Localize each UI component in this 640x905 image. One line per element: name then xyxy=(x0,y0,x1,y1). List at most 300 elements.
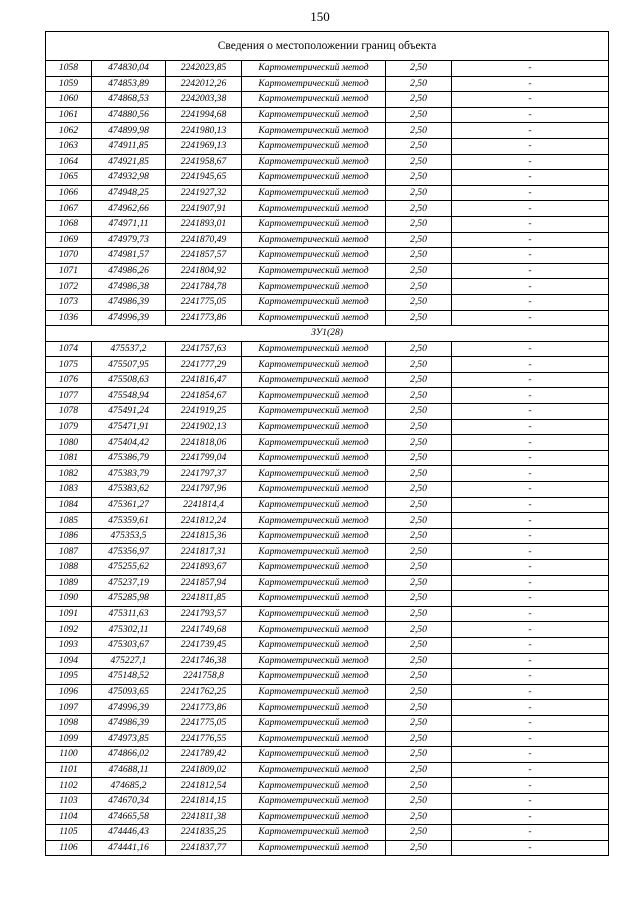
point-number-cell: 1087 xyxy=(46,544,92,560)
accuracy-cell: 2,50 xyxy=(386,653,452,669)
y-coordinate-cell: 2241775,05 xyxy=(166,715,242,731)
method-cell: Картометрический метод xyxy=(242,560,386,576)
table-row xyxy=(46,372,609,388)
section-label: ЗУ1(28) xyxy=(46,326,609,342)
description-cell: - xyxy=(452,263,609,279)
table-row xyxy=(46,575,609,591)
x-coordinate-cell: 475361,27 xyxy=(92,497,166,513)
accuracy-cell: 2,50 xyxy=(386,606,452,622)
accuracy-cell: 2,50 xyxy=(386,185,452,201)
accuracy-cell: 2,50 xyxy=(386,466,452,482)
point-number-cell: 1074 xyxy=(46,341,92,357)
method-cell: Картометрический метод xyxy=(242,279,386,295)
method-cell: Картометрический метод xyxy=(242,591,386,607)
x-coordinate-cell: 474830,04 xyxy=(92,61,166,77)
point-number-cell: 1073 xyxy=(46,294,92,310)
method-cell: Картометрический метод xyxy=(242,201,386,217)
point-number-cell: 1076 xyxy=(46,372,92,388)
y-coordinate-cell: 2241809,02 xyxy=(166,762,242,778)
point-number-cell: 1079 xyxy=(46,419,92,435)
table-row xyxy=(46,388,609,404)
method-cell: Картометрический метод xyxy=(242,684,386,700)
point-number-cell: 1072 xyxy=(46,279,92,295)
method-cell: Картометрический метод xyxy=(242,294,386,310)
y-coordinate-cell: 2241854,67 xyxy=(166,388,242,404)
point-number-cell: 1097 xyxy=(46,700,92,716)
table-row xyxy=(46,185,609,201)
accuracy-cell: 2,50 xyxy=(386,669,452,685)
table-row xyxy=(46,107,609,123)
method-cell: Картометрический метод xyxy=(242,372,386,388)
description-cell: - xyxy=(452,762,609,778)
method-cell: Картометрический метод xyxy=(242,466,386,482)
y-coordinate-cell: 2241757,63 xyxy=(166,341,242,357)
table-row xyxy=(46,560,609,576)
point-number-cell: 1066 xyxy=(46,185,92,201)
description-cell: - xyxy=(452,216,609,232)
x-coordinate-cell: 475386,79 xyxy=(92,450,166,466)
point-number-cell: 1106 xyxy=(46,840,92,856)
accuracy-cell: 2,50 xyxy=(386,294,452,310)
description-cell: - xyxy=(452,357,609,373)
x-coordinate-cell: 474973,85 xyxy=(92,731,166,747)
point-number-cell: 1091 xyxy=(46,606,92,622)
x-coordinate-cell: 475404,42 xyxy=(92,435,166,451)
description-cell: - xyxy=(452,154,609,170)
accuracy-cell: 2,50 xyxy=(386,528,452,544)
description-cell: - xyxy=(452,747,609,763)
method-cell: Картометрический метод xyxy=(242,388,386,404)
x-coordinate-cell: 475383,79 xyxy=(92,466,166,482)
description-cell: - xyxy=(452,201,609,217)
x-coordinate-cell: 474441,16 xyxy=(92,840,166,856)
table-row xyxy=(46,482,609,498)
y-coordinate-cell: 2241812,54 xyxy=(166,778,242,794)
y-coordinate-cell: 2241817,31 xyxy=(166,544,242,560)
x-coordinate-cell: 474986,39 xyxy=(92,715,166,731)
accuracy-cell: 2,50 xyxy=(386,341,452,357)
table-row xyxy=(46,466,609,482)
method-cell: Картометрический метод xyxy=(242,793,386,809)
accuracy-cell: 2,50 xyxy=(386,840,452,856)
point-number-cell: 1075 xyxy=(46,357,92,373)
description-cell: - xyxy=(452,185,609,201)
x-coordinate-cell: 474996,39 xyxy=(92,310,166,326)
table-row xyxy=(46,201,609,217)
x-coordinate-cell: 475353,5 xyxy=(92,528,166,544)
x-coordinate-cell: 474880,56 xyxy=(92,107,166,123)
accuracy-cell: 2,50 xyxy=(386,497,452,513)
table-row xyxy=(46,591,609,607)
accuracy-cell: 2,50 xyxy=(386,684,452,700)
x-coordinate-cell: 474948,25 xyxy=(92,185,166,201)
table-row xyxy=(46,435,609,451)
y-coordinate-cell: 2241776,55 xyxy=(166,731,242,747)
method-cell: Картометрический метод xyxy=(242,357,386,373)
accuracy-cell: 2,50 xyxy=(386,450,452,466)
point-number-cell: 1104 xyxy=(46,809,92,825)
point-number-cell: 1070 xyxy=(46,248,92,264)
y-coordinate-cell: 2241907,91 xyxy=(166,201,242,217)
description-cell: - xyxy=(452,544,609,560)
y-coordinate-cell: 2241902,13 xyxy=(166,419,242,435)
description-cell: - xyxy=(452,248,609,264)
method-cell: Картометрический метод xyxy=(242,778,386,794)
point-number-cell: 1098 xyxy=(46,715,92,731)
point-number-cell: 1100 xyxy=(46,747,92,763)
method-cell: Картометрический метод xyxy=(242,731,386,747)
accuracy-cell: 2,50 xyxy=(386,419,452,435)
accuracy-cell: 2,50 xyxy=(386,279,452,295)
method-cell: Картометрический метод xyxy=(242,76,386,92)
y-coordinate-cell: 2241958,67 xyxy=(166,154,242,170)
point-number-cell: 1060 xyxy=(46,92,92,108)
point-number-cell: 1089 xyxy=(46,575,92,591)
description-cell: - xyxy=(452,61,609,77)
method-cell: Картометрический метод xyxy=(242,715,386,731)
method-cell: Картометрический метод xyxy=(242,513,386,529)
x-coordinate-cell: 474868,53 xyxy=(92,92,166,108)
method-cell: Картометрический метод xyxy=(242,435,386,451)
x-coordinate-cell: 475548,94 xyxy=(92,388,166,404)
point-number-cell: 1095 xyxy=(46,669,92,685)
section-row xyxy=(46,326,609,342)
description-cell: - xyxy=(452,419,609,435)
point-number-cell: 1096 xyxy=(46,684,92,700)
table-row xyxy=(46,669,609,685)
description-cell: - xyxy=(452,575,609,591)
table-row xyxy=(46,637,609,653)
x-coordinate-cell: 475237,19 xyxy=(92,575,166,591)
accuracy-cell: 2,50 xyxy=(386,591,452,607)
description-cell: - xyxy=(452,170,609,186)
point-number-cell: 1101 xyxy=(46,762,92,778)
table-row xyxy=(46,762,609,778)
table-row xyxy=(46,622,609,638)
description-cell: - xyxy=(452,684,609,700)
description-cell: - xyxy=(452,497,609,513)
point-number-cell: 1088 xyxy=(46,560,92,576)
point-number-cell: 1102 xyxy=(46,778,92,794)
accuracy-cell: 2,50 xyxy=(386,793,452,809)
accuracy-cell: 2,50 xyxy=(386,372,452,388)
y-coordinate-cell: 2241739,45 xyxy=(166,637,242,653)
y-coordinate-cell: 2241919,25 xyxy=(166,404,242,420)
accuracy-cell: 2,50 xyxy=(386,76,452,92)
table-row xyxy=(46,263,609,279)
table-row xyxy=(46,294,609,310)
method-cell: Картометрический метод xyxy=(242,497,386,513)
point-number-cell: 1067 xyxy=(46,201,92,217)
table-row xyxy=(46,513,609,529)
point-number-cell: 1082 xyxy=(46,466,92,482)
description-cell: - xyxy=(452,793,609,809)
accuracy-cell: 2,50 xyxy=(386,560,452,576)
accuracy-cell: 2,50 xyxy=(386,731,452,747)
table-row xyxy=(46,747,609,763)
table-row xyxy=(46,404,609,420)
accuracy-cell: 2,50 xyxy=(386,715,452,731)
y-coordinate-cell: 2241784,78 xyxy=(166,279,242,295)
table-row xyxy=(46,528,609,544)
description-cell: - xyxy=(452,606,609,622)
description-cell: - xyxy=(452,372,609,388)
accuracy-cell: 2,50 xyxy=(386,154,452,170)
accuracy-cell: 2,50 xyxy=(386,107,452,123)
table-row xyxy=(46,731,609,747)
point-number-cell: 1059 xyxy=(46,76,92,92)
table-row xyxy=(46,61,609,77)
y-coordinate-cell: 2241749,68 xyxy=(166,622,242,638)
x-coordinate-cell: 474981,57 xyxy=(92,248,166,264)
y-coordinate-cell: 2241799,04 xyxy=(166,450,242,466)
y-coordinate-cell: 2241980,13 xyxy=(166,123,242,139)
description-cell: - xyxy=(452,731,609,747)
accuracy-cell: 2,50 xyxy=(386,92,452,108)
table-row xyxy=(46,497,609,513)
accuracy-cell: 2,50 xyxy=(386,216,452,232)
table-row xyxy=(46,450,609,466)
point-number-cell: 1093 xyxy=(46,637,92,653)
point-number-cell: 1078 xyxy=(46,404,92,420)
point-number-cell: 1068 xyxy=(46,216,92,232)
point-number-cell: 1086 xyxy=(46,528,92,544)
description-cell: - xyxy=(452,840,609,856)
x-coordinate-cell: 474921,85 xyxy=(92,154,166,170)
description-cell: - xyxy=(452,809,609,825)
point-number-cell: 1077 xyxy=(46,388,92,404)
method-cell: Картометрический метод xyxy=(242,61,386,77)
accuracy-cell: 2,50 xyxy=(386,762,452,778)
table-row xyxy=(46,123,609,139)
y-coordinate-cell: 2241815,36 xyxy=(166,528,242,544)
table-row xyxy=(46,341,609,357)
method-cell: Картометрический метод xyxy=(242,263,386,279)
method-cell: Картометрический метод xyxy=(242,248,386,264)
description-cell: - xyxy=(452,123,609,139)
table-row xyxy=(46,793,609,809)
y-coordinate-cell: 2241837,77 xyxy=(166,840,242,856)
x-coordinate-cell: 474446,43 xyxy=(92,825,166,841)
description-cell: - xyxy=(452,715,609,731)
description-cell: - xyxy=(452,341,609,357)
point-number-cell: 1094 xyxy=(46,653,92,669)
y-coordinate-cell: 2241775,05 xyxy=(166,294,242,310)
description-cell: - xyxy=(452,560,609,576)
accuracy-cell: 2,50 xyxy=(386,482,452,498)
point-number-cell: 1103 xyxy=(46,793,92,809)
y-coordinate-cell: 2241870,49 xyxy=(166,232,242,248)
x-coordinate-cell: 474986,26 xyxy=(92,263,166,279)
table-row xyxy=(46,154,609,170)
x-coordinate-cell: 474866,02 xyxy=(92,747,166,763)
y-coordinate-cell: 2241893,01 xyxy=(166,216,242,232)
table-row xyxy=(46,232,609,248)
y-coordinate-cell: 2241969,13 xyxy=(166,138,242,154)
method-cell: Картометрический метод xyxy=(242,840,386,856)
x-coordinate-cell: 474670,34 xyxy=(92,793,166,809)
method-cell: Картометрический метод xyxy=(242,575,386,591)
x-coordinate-cell: 475285,98 xyxy=(92,591,166,607)
point-number-cell: 1061 xyxy=(46,107,92,123)
x-coordinate-cell: 475311,63 xyxy=(92,606,166,622)
accuracy-cell: 2,50 xyxy=(386,513,452,529)
description-cell: - xyxy=(452,482,609,498)
accuracy-cell: 2,50 xyxy=(386,170,452,186)
description-cell: - xyxy=(452,700,609,716)
x-coordinate-cell: 475471,91 xyxy=(92,419,166,435)
table-row xyxy=(46,825,609,841)
accuracy-cell: 2,50 xyxy=(386,388,452,404)
table-row xyxy=(46,809,609,825)
point-number-cell: 1063 xyxy=(46,138,92,154)
y-coordinate-cell: 2241762,25 xyxy=(166,684,242,700)
point-number-cell: 1084 xyxy=(46,497,92,513)
x-coordinate-cell: 475383,62 xyxy=(92,482,166,498)
accuracy-cell: 2,50 xyxy=(386,404,452,420)
accuracy-cell: 2,50 xyxy=(386,747,452,763)
point-number-cell: 1092 xyxy=(46,622,92,638)
description-cell: - xyxy=(452,92,609,108)
y-coordinate-cell: 2241945,65 xyxy=(166,170,242,186)
accuracy-cell: 2,50 xyxy=(386,622,452,638)
point-number-cell: 1062 xyxy=(46,123,92,139)
method-cell: Картометрический метод xyxy=(242,107,386,123)
table-row xyxy=(46,419,609,435)
point-number-cell: 1083 xyxy=(46,482,92,498)
accuracy-cell: 2,50 xyxy=(386,61,452,77)
table-title: Сведения о местоположении границ объекта xyxy=(46,32,609,61)
table-row xyxy=(46,840,609,856)
method-cell: Картометрический метод xyxy=(242,450,386,466)
x-coordinate-cell: 474685,2 xyxy=(92,778,166,794)
method-cell: Картометрический метод xyxy=(242,216,386,232)
y-coordinate-cell: 2242012,26 xyxy=(166,76,242,92)
method-cell: Картометрический метод xyxy=(242,637,386,653)
x-coordinate-cell: 474688,11 xyxy=(92,762,166,778)
table-row xyxy=(46,715,609,731)
method-cell: Картометрический метод xyxy=(242,669,386,685)
description-cell: - xyxy=(452,310,609,326)
method-cell: Картометрический метод xyxy=(242,419,386,435)
method-cell: Картометрический метод xyxy=(242,404,386,420)
method-cell: Картометрический метод xyxy=(242,170,386,186)
method-cell: Картометрический метод xyxy=(242,747,386,763)
description-cell: - xyxy=(452,232,609,248)
accuracy-cell: 2,50 xyxy=(386,575,452,591)
point-number-cell: 1085 xyxy=(46,513,92,529)
method-cell: Картометрический метод xyxy=(242,341,386,357)
y-coordinate-cell: 2241789,42 xyxy=(166,747,242,763)
y-coordinate-cell: 2241797,37 xyxy=(166,466,242,482)
method-cell: Картометрический метод xyxy=(242,700,386,716)
y-coordinate-cell: 2241927,32 xyxy=(166,185,242,201)
table-row xyxy=(46,684,609,700)
y-coordinate-cell: 2241814,15 xyxy=(166,793,242,809)
description-cell: - xyxy=(452,279,609,295)
method-cell: Картометрический метод xyxy=(242,606,386,622)
y-coordinate-cell: 2241811,85 xyxy=(166,591,242,607)
x-coordinate-cell: 474986,39 xyxy=(92,294,166,310)
accuracy-cell: 2,50 xyxy=(386,825,452,841)
table-row xyxy=(46,216,609,232)
y-coordinate-cell: 2241804,92 xyxy=(166,263,242,279)
description-cell: - xyxy=(452,591,609,607)
y-coordinate-cell: 2241835,25 xyxy=(166,825,242,841)
description-cell: - xyxy=(452,294,609,310)
table-row xyxy=(46,357,609,373)
y-coordinate-cell: 2241812,24 xyxy=(166,513,242,529)
accuracy-cell: 2,50 xyxy=(386,357,452,373)
y-coordinate-cell: 2242023,85 xyxy=(166,61,242,77)
table-row xyxy=(46,606,609,622)
table-row xyxy=(46,544,609,560)
x-coordinate-cell: 474853,89 xyxy=(92,76,166,92)
x-coordinate-cell: 475093,65 xyxy=(92,684,166,700)
point-number-cell: 1036 xyxy=(46,310,92,326)
y-coordinate-cell: 2241814,4 xyxy=(166,497,242,513)
page-number: 150 xyxy=(310,9,330,24)
y-coordinate-cell: 2241797,96 xyxy=(166,482,242,498)
y-coordinate-cell: 2241758,8 xyxy=(166,669,242,685)
y-coordinate-cell: 2241773,86 xyxy=(166,310,242,326)
y-coordinate-cell: 2241773,86 xyxy=(166,700,242,716)
method-cell: Картометрический метод xyxy=(242,185,386,201)
table-row xyxy=(46,170,609,186)
table-title-row xyxy=(46,32,609,61)
description-cell: - xyxy=(452,466,609,482)
method-cell: Картометрический метод xyxy=(242,123,386,139)
description-cell: - xyxy=(452,76,609,92)
description-cell: - xyxy=(452,825,609,841)
description-cell: - xyxy=(452,622,609,638)
table-row xyxy=(46,138,609,154)
x-coordinate-cell: 474899,98 xyxy=(92,123,166,139)
table-row xyxy=(46,76,609,92)
method-cell: Картометрический метод xyxy=(242,825,386,841)
x-coordinate-cell: 475303,67 xyxy=(92,637,166,653)
x-coordinate-cell: 475148,52 xyxy=(92,669,166,685)
y-coordinate-cell: 2241857,94 xyxy=(166,575,242,591)
x-coordinate-cell: 475227,1 xyxy=(92,653,166,669)
description-cell: - xyxy=(452,653,609,669)
method-cell: Картометрический метод xyxy=(242,622,386,638)
method-cell: Картометрический метод xyxy=(242,528,386,544)
accuracy-cell: 2,50 xyxy=(386,544,452,560)
method-cell: Картометрический метод xyxy=(242,762,386,778)
y-coordinate-cell: 2241893,67 xyxy=(166,560,242,576)
y-coordinate-cell: 2241857,57 xyxy=(166,248,242,264)
method-cell: Картометрический метод xyxy=(242,544,386,560)
table-row xyxy=(46,310,609,326)
accuracy-cell: 2,50 xyxy=(386,310,452,326)
y-coordinate-cell: 2241746,38 xyxy=(166,653,242,669)
description-cell: - xyxy=(452,404,609,420)
y-coordinate-cell: 2241816,47 xyxy=(166,372,242,388)
description-cell: - xyxy=(452,107,609,123)
accuracy-cell: 2,50 xyxy=(386,248,452,264)
method-cell: Картометрический метод xyxy=(242,482,386,498)
point-number-cell: 1064 xyxy=(46,154,92,170)
point-number-cell: 1105 xyxy=(46,825,92,841)
x-coordinate-cell: 474986,38 xyxy=(92,279,166,295)
x-coordinate-cell: 475507,95 xyxy=(92,357,166,373)
point-number-cell: 1058 xyxy=(46,61,92,77)
description-cell: - xyxy=(452,450,609,466)
y-coordinate-cell: 2242003,38 xyxy=(166,92,242,108)
method-cell: Картометрический метод xyxy=(242,809,386,825)
x-coordinate-cell: 474665,58 xyxy=(92,809,166,825)
